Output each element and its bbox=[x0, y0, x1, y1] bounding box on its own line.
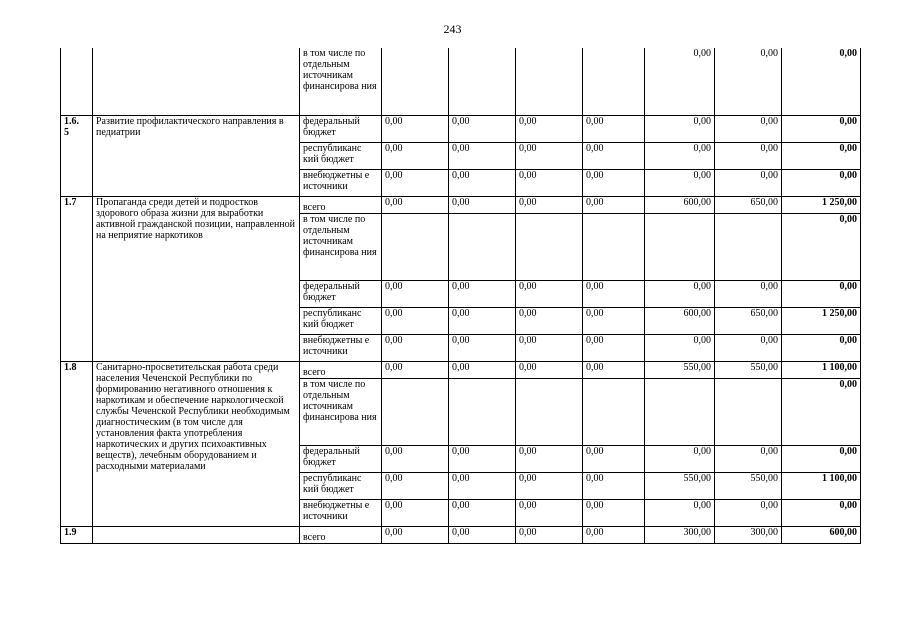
year-value-1 bbox=[382, 48, 449, 115]
year-value-5: 0,00 bbox=[645, 445, 715, 472]
year-value-3: 0,00 bbox=[516, 472, 583, 499]
year-value-5 bbox=[645, 213, 715, 280]
funding-source: в том числе по отдельным источникам финансирова ния bbox=[300, 48, 382, 115]
year-value-4: 0,00 bbox=[583, 361, 645, 378]
year-value-1: 0,00 bbox=[382, 334, 449, 361]
year-value-4: 0,00 bbox=[583, 526, 645, 543]
year-value-3: 0,00 bbox=[516, 307, 583, 334]
year-value-5: 0,00 bbox=[645, 115, 715, 142]
year-value-4: 0,00 bbox=[583, 445, 645, 472]
year-value-2: 0,00 bbox=[449, 307, 516, 334]
year-value-4: 0,00 bbox=[583, 115, 645, 142]
total-value: 1 250,00 bbox=[782, 307, 861, 334]
year-value-1: 0,00 bbox=[382, 445, 449, 472]
year-value-6: 550,00 bbox=[715, 361, 782, 378]
item-name: Развитие профилактического направления в педиатрии bbox=[93, 115, 300, 196]
table-row bbox=[61, 361, 861, 378]
item-number: 1.8 bbox=[61, 361, 93, 526]
table-row bbox=[61, 48, 861, 115]
item-number bbox=[61, 48, 93, 115]
year-value-6: 550,00 bbox=[715, 472, 782, 499]
year-value-1: 0,00 bbox=[382, 115, 449, 142]
year-value-2: 0,00 bbox=[449, 499, 516, 526]
year-value-3: 0,00 bbox=[516, 169, 583, 196]
year-value-6: 0,00 bbox=[715, 142, 782, 169]
total-value: 0,00 bbox=[782, 280, 861, 307]
year-value-2: 0,00 bbox=[449, 334, 516, 361]
year-value-5: 0,00 bbox=[645, 499, 715, 526]
year-value-5: 600,00 bbox=[645, 307, 715, 334]
year-value-3: 0,00 bbox=[516, 280, 583, 307]
year-value-5: 600,00 bbox=[645, 196, 715, 213]
funding-source: федеральный бюджет bbox=[300, 445, 382, 472]
item-name: Пропаганда среди детей и подростков здорового образа жизни для выработки активной гражданской позиции, направленной на неприятие наркотиков bbox=[93, 196, 300, 361]
item-name bbox=[93, 526, 300, 543]
year-value-2: 0,00 bbox=[449, 196, 516, 213]
year-value-2: 0,00 bbox=[449, 142, 516, 169]
year-value-1: 0,00 bbox=[382, 526, 449, 543]
year-value-5: 0,00 bbox=[645, 48, 715, 115]
total-value: 1 100,00 bbox=[782, 361, 861, 378]
year-value-5: 0,00 bbox=[645, 334, 715, 361]
total-value: 600,00 bbox=[782, 526, 861, 543]
total-value: 1 250,00 bbox=[782, 196, 861, 213]
year-value-1 bbox=[382, 213, 449, 280]
year-value-1: 0,00 bbox=[382, 169, 449, 196]
item-number: 1.7 bbox=[61, 196, 93, 361]
year-value-4: 0,00 bbox=[583, 169, 645, 196]
budget-table-body bbox=[61, 48, 861, 543]
year-value-2 bbox=[449, 48, 516, 115]
year-value-1: 0,00 bbox=[382, 361, 449, 378]
year-value-2 bbox=[449, 378, 516, 445]
funding-source: всего bbox=[300, 361, 382, 378]
funding-source: федеральный бюджет bbox=[300, 280, 382, 307]
year-value-1 bbox=[382, 378, 449, 445]
year-value-3: 0,00 bbox=[516, 526, 583, 543]
total-value: 0,00 bbox=[782, 445, 861, 472]
item-number: 1.6. 5 bbox=[61, 115, 93, 196]
table-row bbox=[61, 115, 861, 142]
year-value-6: 0,00 bbox=[715, 499, 782, 526]
year-value-3 bbox=[516, 48, 583, 115]
year-value-3: 0,00 bbox=[516, 499, 583, 526]
year-value-1: 0,00 bbox=[382, 472, 449, 499]
year-value-4 bbox=[583, 213, 645, 280]
year-value-3: 0,00 bbox=[516, 445, 583, 472]
year-value-6: 0,00 bbox=[715, 115, 782, 142]
funding-source: всего bbox=[300, 196, 382, 213]
funding-source: всего bbox=[300, 526, 382, 543]
year-value-1: 0,00 bbox=[382, 280, 449, 307]
year-value-3: 0,00 bbox=[516, 115, 583, 142]
table-row bbox=[61, 526, 861, 543]
budget-table bbox=[60, 48, 861, 544]
year-value-5: 300,00 bbox=[645, 526, 715, 543]
year-value-6: 650,00 bbox=[715, 196, 782, 213]
year-value-3: 0,00 bbox=[516, 361, 583, 378]
total-value: 0,00 bbox=[782, 213, 861, 280]
year-value-4: 0,00 bbox=[583, 499, 645, 526]
year-value-2: 0,00 bbox=[449, 472, 516, 499]
funding-source: республиканс кий бюджет bbox=[300, 472, 382, 499]
total-value: 0,00 bbox=[782, 334, 861, 361]
funding-source: внебюджетны е источники bbox=[300, 499, 382, 526]
funding-source: в том числе по отдельным источникам финансирова ния bbox=[300, 378, 382, 445]
year-value-4: 0,00 bbox=[583, 280, 645, 307]
year-value-6: 300,00 bbox=[715, 526, 782, 543]
year-value-4: 0,00 bbox=[583, 142, 645, 169]
year-value-2: 0,00 bbox=[449, 526, 516, 543]
year-value-6 bbox=[715, 213, 782, 280]
item-number: 1.9 bbox=[61, 526, 93, 543]
funding-source: внебюджетны е источники bbox=[300, 169, 382, 196]
year-value-6: 0,00 bbox=[715, 48, 782, 115]
year-value-2: 0,00 bbox=[449, 445, 516, 472]
year-value-5: 0,00 bbox=[645, 280, 715, 307]
total-value: 0,00 bbox=[782, 142, 861, 169]
year-value-6: 0,00 bbox=[715, 280, 782, 307]
year-value-3: 0,00 bbox=[516, 196, 583, 213]
total-value: 1 100,00 bbox=[782, 472, 861, 499]
year-value-4: 0,00 bbox=[583, 307, 645, 334]
year-value-1: 0,00 bbox=[382, 196, 449, 213]
year-value-1: 0,00 bbox=[382, 499, 449, 526]
year-value-1: 0,00 bbox=[382, 142, 449, 169]
year-value-2 bbox=[449, 213, 516, 280]
total-value: 0,00 bbox=[782, 169, 861, 196]
year-value-5: 550,00 bbox=[645, 361, 715, 378]
funding-source: республиканс кий бюджет bbox=[300, 307, 382, 334]
total-value: 0,00 bbox=[782, 499, 861, 526]
year-value-3 bbox=[516, 378, 583, 445]
page-number: 243 bbox=[443, 22, 462, 36]
table-row bbox=[61, 196, 861, 213]
item-name: Санитарно-просветительская работа среди населения Чеченской Республики по формированию негативного отношения к наркотикам и обеспечение наркологической службы Чеченской Республики необходимым диагностическим (в том числе для установления факта употребления наркотических и других психоактивных веществ), лечебным оборудованием и расходными материалами bbox=[93, 361, 300, 526]
year-value-4: 0,00 bbox=[583, 334, 645, 361]
year-value-6: 0,00 bbox=[715, 169, 782, 196]
year-value-2: 0,00 bbox=[449, 361, 516, 378]
item-name bbox=[93, 48, 300, 115]
funding-source: республиканс кий бюджет bbox=[300, 142, 382, 169]
year-value-5: 550,00 bbox=[645, 472, 715, 499]
total-value: 0,00 bbox=[782, 48, 861, 115]
year-value-6: 0,00 bbox=[715, 445, 782, 472]
year-value-5: 0,00 bbox=[645, 142, 715, 169]
year-value-2: 0,00 bbox=[449, 169, 516, 196]
total-value: 0,00 bbox=[782, 115, 861, 142]
funding-source: федеральный бюджет bbox=[300, 115, 382, 142]
year-value-6: 0,00 bbox=[715, 334, 782, 361]
year-value-2: 0,00 bbox=[449, 115, 516, 142]
year-value-4: 0,00 bbox=[583, 196, 645, 213]
funding-source: внебюджетны е источники bbox=[300, 334, 382, 361]
total-value: 0,00 bbox=[782, 378, 861, 445]
year-value-5: 0,00 bbox=[645, 169, 715, 196]
year-value-4 bbox=[583, 48, 645, 115]
year-value-6: 650,00 bbox=[715, 307, 782, 334]
year-value-3: 0,00 bbox=[516, 142, 583, 169]
year-value-1: 0,00 bbox=[382, 307, 449, 334]
year-value-4 bbox=[583, 378, 645, 445]
funding-source: в том числе по отдельным источникам финансирова ния bbox=[300, 213, 382, 280]
year-value-2: 0,00 bbox=[449, 280, 516, 307]
year-value-5 bbox=[645, 378, 715, 445]
year-value-3: 0,00 bbox=[516, 334, 583, 361]
year-value-4: 0,00 bbox=[583, 472, 645, 499]
year-value-6 bbox=[715, 378, 782, 445]
year-value-3 bbox=[516, 213, 583, 280]
